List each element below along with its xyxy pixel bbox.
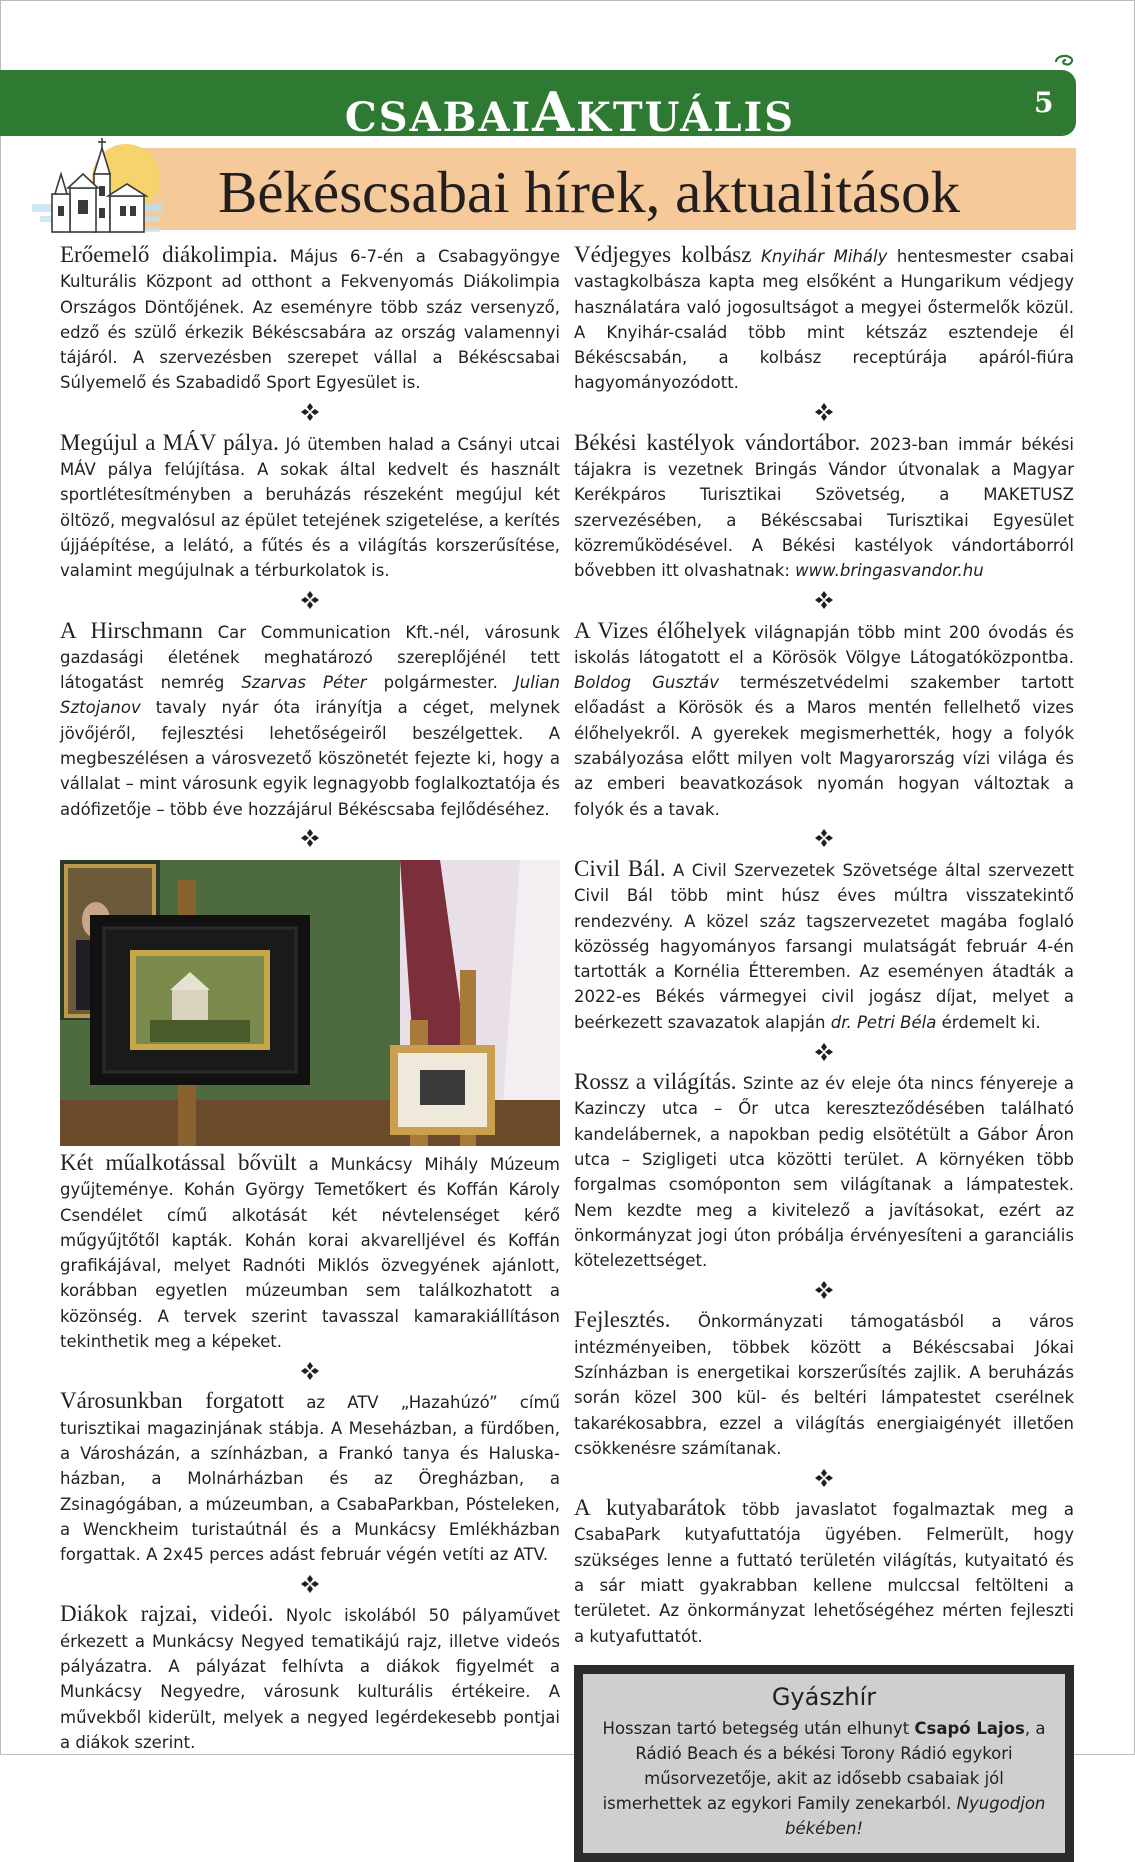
separator-ornament-icon: [60, 587, 560, 612]
deceased-name: Csapó Lajos: [914, 1718, 1025, 1738]
article-lead: Védjegyes kolbász: [574, 242, 752, 267]
publication-title: CSABAIAKTUÁLIS: [344, 80, 796, 144]
article-lead: Diákok rajzai, videói.: [60, 1601, 274, 1627]
person-name: Szarvas Péter: [241, 673, 367, 693]
article-text: Szinte az év eleje óta nincs fényereje a Kazinczy utca – Őr utca kereszteződésében található kandelábernek, a napokban pedig elsötétült a Gábor Áron utca – Szigligeti utca közötti terület. A környéken több forgalmas csomóponton sem világítanak a lámpatestek. Nem kezdte meg a kivitelező a javításokat, ezért az önkormányzat jogi úton próbálja érvényesíteni a garanciális kötelezettséget.: [574, 1074, 1074, 1271]
article-kutyabaratok: [574, 1495, 1074, 1649]
obituary-box: [574, 1665, 1074, 1862]
article-lead: Erőemelő diákolimpia.: [60, 242, 278, 267]
article-text: több javaslatot fogalmaztak meg a CsabaPark kutyafuttatója ügyében. Felmerült, hogy szükséges lenne a futtató területén világítás, kutyaitató és a sár miatt gyakrabban kellene mulccsal feltölteni a területet. Az önkormányzat lehetőségéhez mérten fejleszti a kutyafuttatót.: [574, 1500, 1074, 1646]
separator-ornament-icon: [60, 825, 560, 850]
article-text: hentesmester csabai vastagkolbásza kapta meg elsőként a Hungarikum védjegy használatára való jogosultságot a megyei őstermelők közül. A Knyihár-család több mint kétszáz esztendeje él Békéscsabán, a kolbász receptúrája apáról-fiúra hagyományozódott.: [574, 247, 1074, 393]
article-diakolimpia: [60, 242, 560, 396]
article-civil-bal: [574, 856, 1074, 1035]
separator-ornament-icon: [574, 587, 1074, 612]
separator-ornament-icon: [60, 399, 560, 424]
obituary-text: [597, 1716, 1051, 1841]
article-text: 2023-ban immár békési tájakra is vezetnek Bringás Vándor útvonalak a Magyar Kerékpáros Turisztikai Szövetség, a MAKETUSZ szervezésében, a Békéscsabai Turisztikai Egyesület közreműködésével. A Békési kastélyok vándortáborról bővebben itt olvashatnak:: [574, 434, 1074, 581]
separator-ornament-icon: [574, 1276, 1074, 1301]
article-text: A Civil Szervezetek Szövetsége által szervezett Civil Bál több mint húsz éves múltra visszatekintő rendezvény. A közel száz tagszervezetet magába foglaló közösség hagyományos farsangi mulatságát február 4-én tartották a Kornélia Étteremben. Az eseményen átadták a 2022-es Békés vármegyei civil jogász díjat, melyet a beérkezett szavazatok alapján: [574, 860, 1074, 1032]
page-headline: Békéscsabai hírek, aktualitások: [218, 159, 961, 225]
person-name: dr. Petri Béla: [830, 1012, 937, 1032]
article-fejlesztes: [574, 1307, 1074, 1461]
left-column: [60, 242, 560, 1755]
article-text: világnapján több mint 200 óvodás és iskolás látogatott el a Körösök Völgye Látogatóközpontba.: [574, 622, 1074, 667]
article-text: Május 6-7-én a Csabagyöngye Kulturális Központ ad otthont a Fekvenyomás Diákolimpia Országos Döntőjének. Az eseményre több száz versenyző, edző és szülő érkezik Békéscsabára az ország valamennyi tájáról. A szervezésben szerepet vállal a Békéscsabai Súlyemelő és Szabadidő Sport Egyesület is.: [60, 247, 560, 393]
person-name: Knyihár Mihály: [751, 247, 888, 266]
article-text: tavaly nyár óta irányítja a céget, melynek jövőjéről, fejlesztési lehetőségeiről beszélgettek. A megbeszélésen a városvezető köszönetét fejezte ki, hogy a vállalat – mint városunk egyik legnagyobb foglalkoztatója és adófizetője – több éve hozzájárul Békéscsaba fejlődéséhez.: [60, 698, 560, 819]
article-text: Nyolc iskolából 50 pályaművet érkezett a Munkácsy Negyed tematikájú rajz, illetve videós pályázatra. A pályázat felhívta a diákok figyelmét a Munkácsy Negyedre, városunk kulturális értékeire. A művekből kiderült, melyek a negyed legérdekesebb pontjai a diákok szerint.: [60, 1606, 560, 1752]
swirl-ornament-icon: [1052, 52, 1076, 70]
page-number: 5: [1034, 86, 1054, 119]
person-name: Julian Sztojanov: [60, 673, 560, 718]
article-lead: Fejlesztés.: [574, 1307, 671, 1333]
article-text: a Munkácsy Mihály Múzeum gyűjteménye. Kohán György Temetőkert és Koffán Károly Csendélet című alkotását két névtelenséget kérő műgyűjtőtől kapták. Kohán korai akvarelljével és Koffán grafikájával, melyet Radnóti Miklós özvegyének ajánlott, korábban egyetlen múzeumban sem találkozhatott a közönség. A tervek szerint tavasszal kamarakiállításon tekinthetik meg a képeket.: [60, 1154, 561, 1352]
church-sun-logo-icon: [30, 130, 170, 240]
article-text: természetvédelmi szakember tartott előadást a Körösök és a Maros mentén fellelhető vizes élőhelyekről. A gyerekek megismerhették, hogy a folyók szabályozása előtt milyen volt Magyarország vízi világa és az emberi beavatkozások nyomán hogyan változtak a folyók és a tavak.: [574, 673, 1074, 819]
article-text: polgármester.: [366, 673, 515, 693]
article-hirschmann: [60, 618, 560, 822]
separator-ornament-icon: [574, 399, 1074, 424]
article-lead: A Hirschmann: [60, 617, 203, 643]
separator-ornament-icon: [60, 1570, 560, 1595]
article-vilagitas: [574, 1069, 1074, 1273]
obituary-closing: Nyugodjon békében!: [784, 1793, 1046, 1838]
article-vandortabor: [574, 430, 1074, 584]
article-text: Jó ütemben halad a Csányi utcai MÁV pálya felújítása. A sokak által kedvelt és használt sportlétesítményben a beruházás részeként megújul két öltöző, megvalósul az épület tetejének szigetelése, a kerítés újjáépítése, a lelátó, a fűtés és a világítás korszerűsítése, valamint megújulnak a térburkolatok is.: [60, 434, 560, 581]
article-vizes-elohelyek: [574, 618, 1074, 822]
separator-ornament-icon: [574, 825, 1074, 850]
obituary-title: Gyászhír: [771, 1682, 877, 1711]
article-text: az ATV „Hazahúzó” című turisztikai magazinjának stábja. A Meseházban, a fürdőben, a Városházán, a színházban, a Frankó tanya és Haluska-házban, a Molnárházban és az Öregházban, a Zsinagógában, a múzeumban, a CsabaParkban, Pósteleken, a Wenckheim turistaútnál és a Munkácsy Emlékházban forgattak. A 2x45 perces adást február végén vetíti az ATV.: [60, 1393, 560, 1565]
separator-ornament-icon: [60, 1357, 560, 1382]
article-lead: Civil Bál.: [574, 855, 666, 881]
person-name: Boldog Gusztáv: [574, 673, 719, 693]
museum-artworks-photo: [60, 860, 560, 1146]
article-lead: Két műalkotással bővült: [60, 1149, 297, 1175]
article-mav-palya: [60, 430, 560, 584]
right-column: [574, 242, 1074, 1862]
obituary-text-part: Hosszan tartó betegség után elhunyt: [602, 1718, 915, 1738]
article-text: Önkormányzati támogatásból a város intézményeiben, többek között a Békéscsabai Jókai Színházban is energetikai korszerűsítés zajlik. A beruházás során közel 300 kül- és beltéri lámpatestet cserélnek takarékosabbra, ezzel a világítás energiaigényét illetően csökkenésre számítanak.: [574, 1312, 1074, 1458]
article-lead: Békési kastélyok vándortábor.: [574, 429, 861, 455]
article-lead: Rossz a világítás.: [574, 1069, 737, 1095]
article-lead: A Vizes élőhelyek: [574, 617, 747, 643]
article-mualkotasok: [60, 1150, 560, 1354]
separator-ornament-icon: [574, 1038, 1074, 1063]
article-lead: Városunkban forgatott: [60, 1388, 285, 1414]
article-lead: Megújul a MÁV pálya.: [60, 429, 279, 455]
article-text: Car Communication Kft.-nél, városunk gazdasági életének meghatározó szereplőjénél tett látogatást nemrég: [60, 622, 560, 693]
article-diakok-rajzai: [60, 1601, 560, 1755]
separator-ornament-icon: [574, 1464, 1074, 1489]
article-lead: A kutyabarátok: [574, 1495, 727, 1521]
article-kolbasz: [574, 242, 1074, 396]
article-text: érdemelt ki.: [936, 1012, 1041, 1032]
obituary-text-part: , a Rádió Beach és a békési Torony Rádió egykori műsorvezetője, akit az idősebb csabaiak jól ismerhettek az egykori Family zenekarból.: [602, 1718, 1046, 1813]
article-forgatas: [60, 1388, 560, 1567]
website-link[interactable]: www.bringasvandor.hu: [795, 561, 984, 581]
